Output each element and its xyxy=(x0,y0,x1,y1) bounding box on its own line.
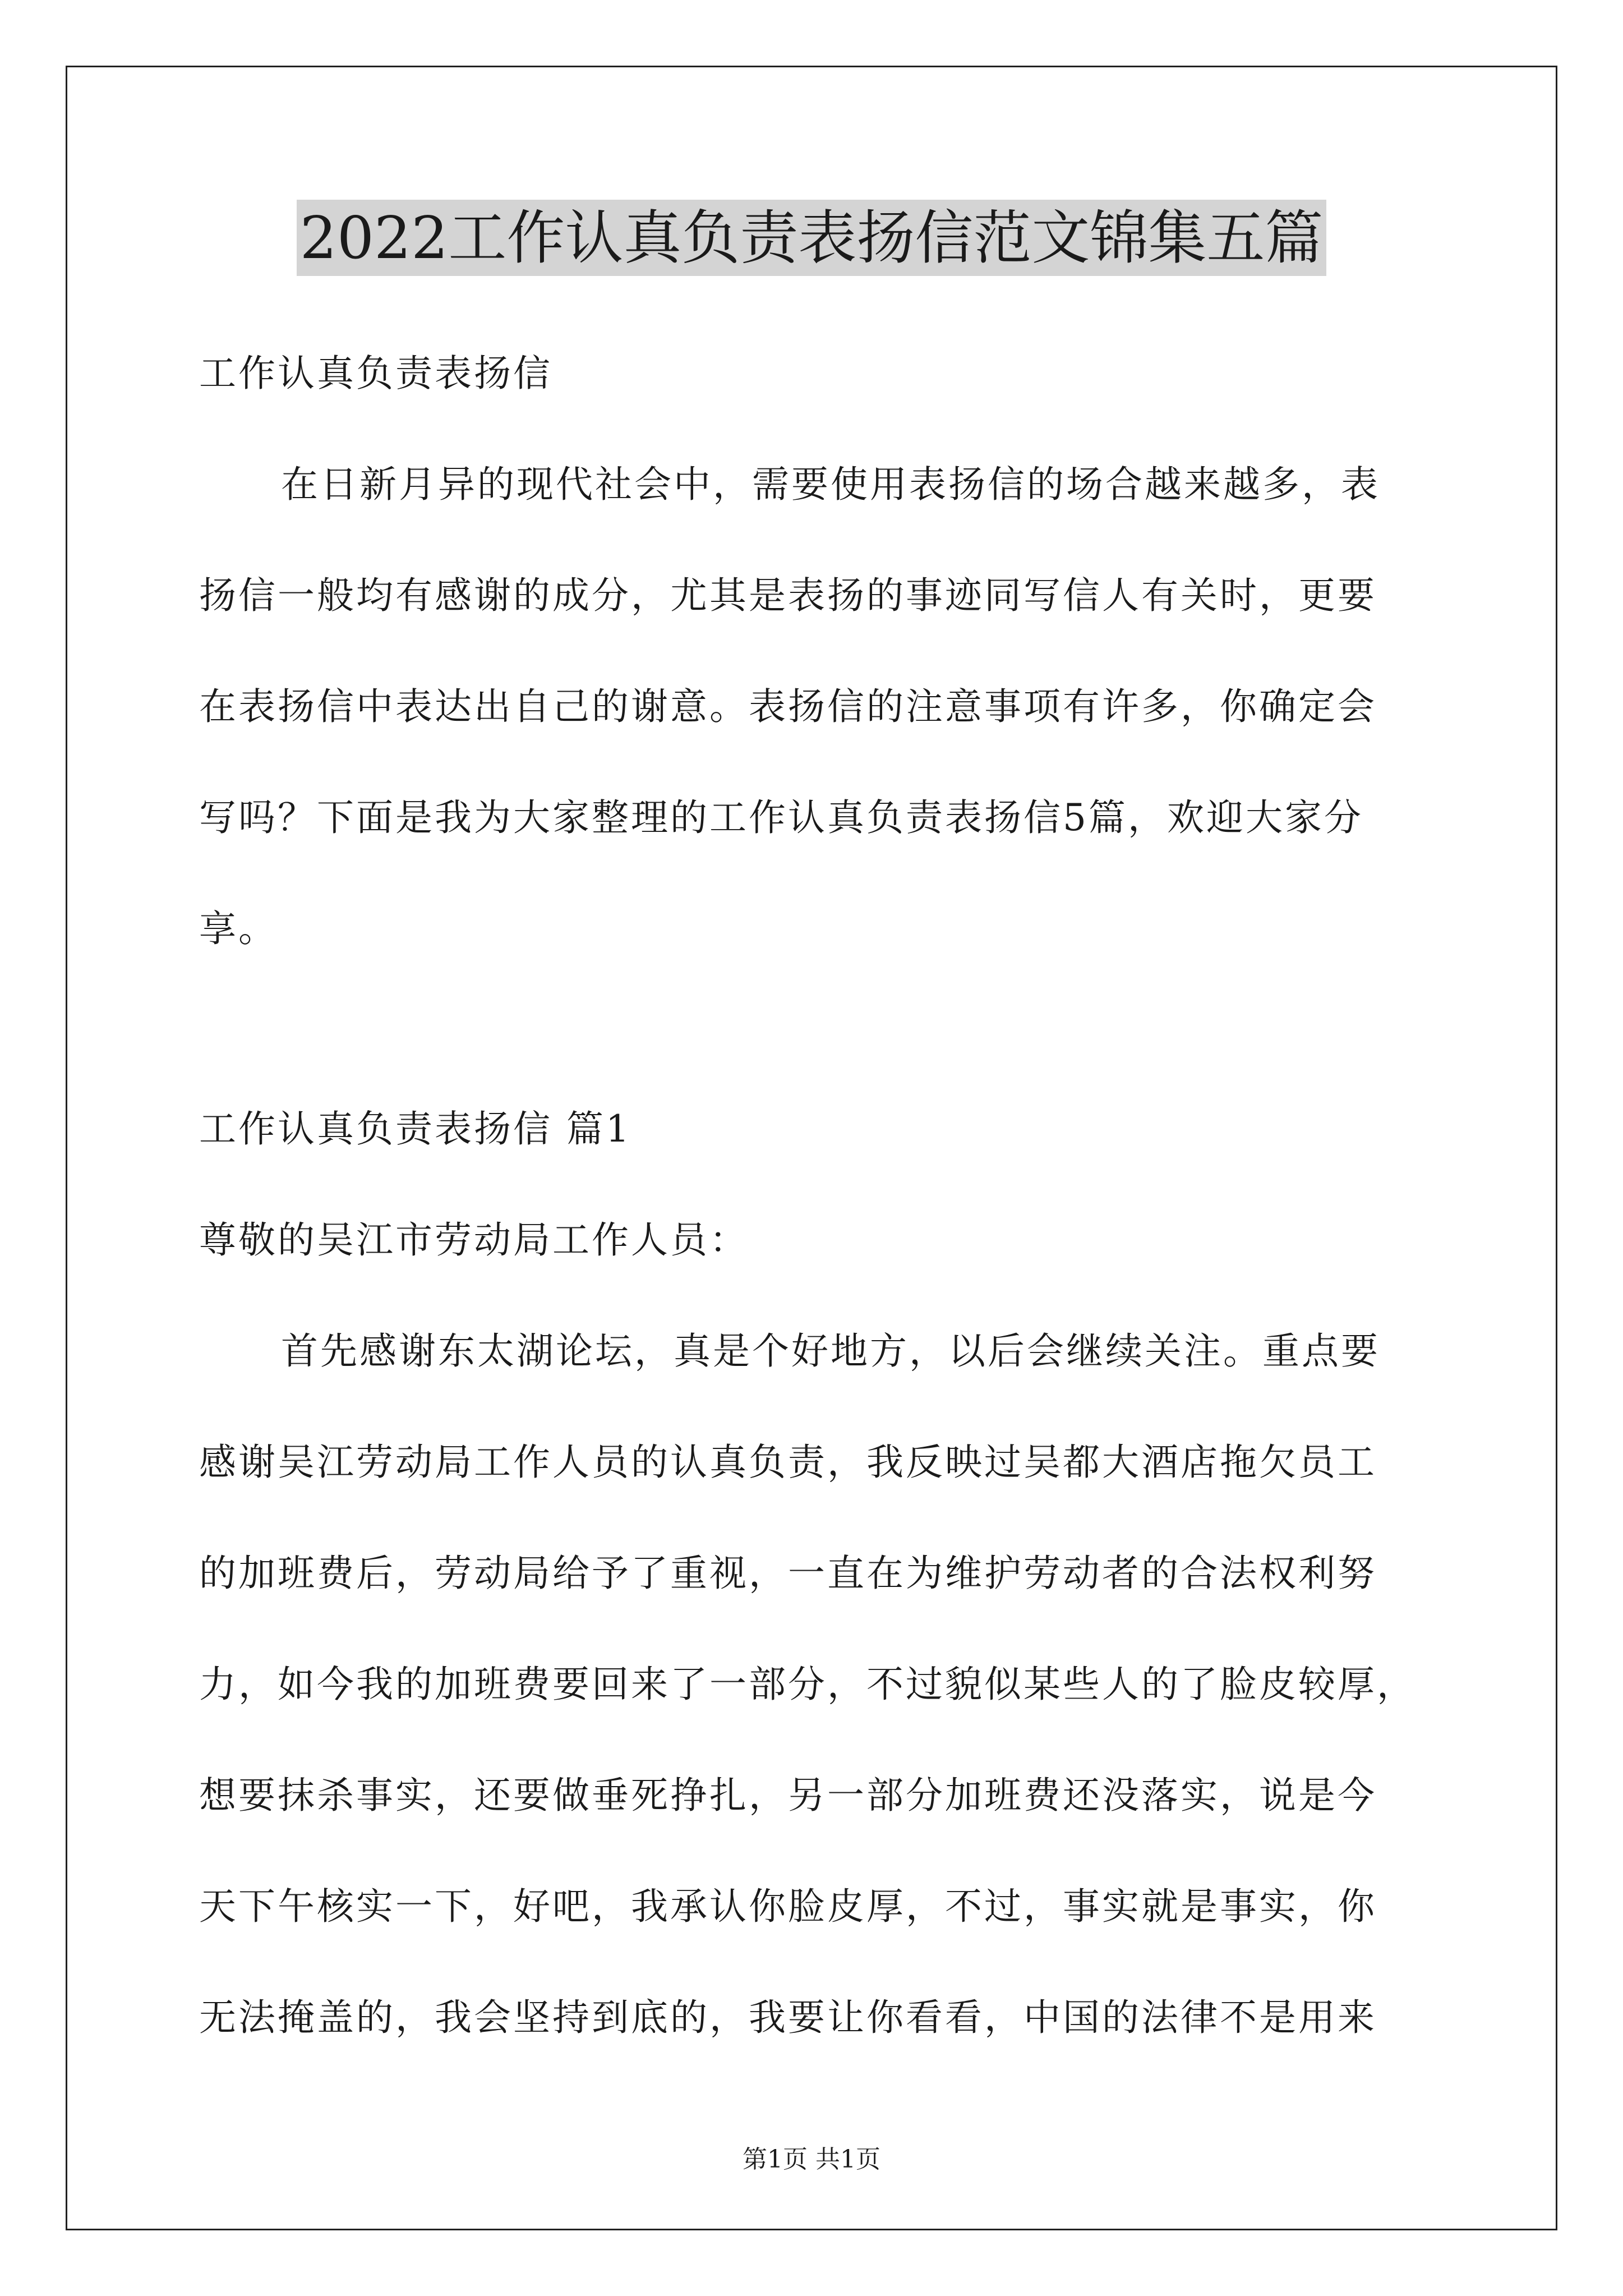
intro-paragraph-line: 在日新月异的现代社会中，需要使用表扬信的场合越来越多，表 xyxy=(281,463,1380,506)
section1-paragraph-line: 无法掩盖的，我会坚持到底的，我要让你看看，中国的法律不是用来 xyxy=(199,1996,1377,2039)
title-container xyxy=(0,200,1623,276)
section1-heading: 工作认真负责表扬信 篇1 xyxy=(199,1107,631,1151)
section1-paragraph-line: 的加班费后，劳动局给予了重视，一直在为维护劳动者的合法权利努 xyxy=(199,1552,1377,1595)
intro-paragraph-line: 在表扬信中表达出自己的谢意。表扬信的注意事项有许多，你确定会 xyxy=(199,685,1377,728)
section1-paragraph-line: 力，如今我的加班费要回来了一部分，不过貌似某些人的了脸皮较厚， xyxy=(199,1663,1416,1706)
document-title: 2022工作认真负责表扬信范文锦集五篇 xyxy=(297,200,1327,276)
intro-heading: 工作认真负责表扬信 xyxy=(199,352,552,395)
section1-paragraph-line: 天下午核实一下，好吧，我承认你脸皮厚，不过，事实就是事实，你 xyxy=(199,1885,1377,1928)
section1-salutation: 尊敬的吴江市劳动局工作人员： xyxy=(199,1218,749,1262)
section1-paragraph-line: 首先感谢东太湖论坛，真是个好地方，以后会继续关注。重点要 xyxy=(281,1329,1380,1373)
section1-paragraph-line: 感谢吴江劳动局工作人员的认真负责，我反映过吴都大酒店拖欠员工 xyxy=(199,1441,1377,1484)
intro-paragraph-line: 扬信一般均有感谢的成分，尤其是表扬的事迹同写信人有关时，更要 xyxy=(199,574,1377,617)
page-footer: 第1页 共1页 xyxy=(743,2145,880,2174)
section1-paragraph-line: 想要抹杀事实，还要做垂死挣扎，另一部分加班费还没落实，说是今 xyxy=(199,1774,1377,1817)
intro-paragraph-line: 写吗？下面是我为大家整理的工作认真负责表扬信5篇，欢迎大家分 xyxy=(199,796,1363,839)
intro-paragraph-line: 享。 xyxy=(199,907,278,950)
